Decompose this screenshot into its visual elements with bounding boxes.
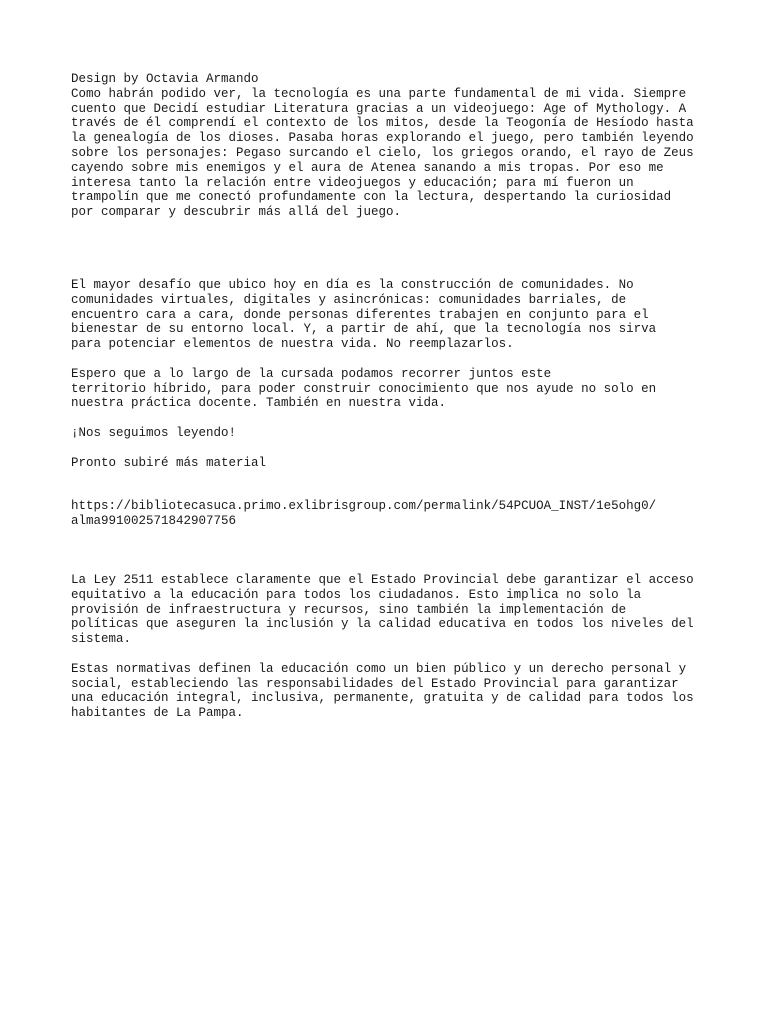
paragraph-line: Espero que a lo largo de la cursada podamos recorrer juntos este — [71, 366, 552, 381]
paragraph-communities — [71, 278, 711, 352]
paragraph-line: comunidades virtuales, digitales y asincrónicas: comunidades barriales, de — [71, 292, 627, 307]
paragraph-line: habitantes de La Pampa. — [71, 706, 244, 721]
paragraph-line: cuento que Decidí estudiar Literatura gracias a un videojuego: Age of Mythology. A — [71, 101, 687, 116]
paragraph-line: territorio híbrido, para poder construir conocimiento que nos ayude no solo en — [71, 381, 657, 396]
paragraph-line: una educación integral, inclusiva, permanente, gratuita y de calidad para todos los — [71, 691, 694, 706]
paragraph-norms — [71, 662, 711, 721]
paragraph-line: través de él comprendí el contexto de los mitos, desde la Teogonía de Hesíodo hasta — [71, 116, 694, 131]
paragraph-line: para potenciar elementos de nuestra vida. No reemplazarlos. — [71, 337, 514, 352]
paragraph-line: nuestra práctica docente. También en nuestra vida. — [71, 396, 447, 411]
paragraph-intro — [71, 87, 711, 220]
paragraph-line: sistema. — [71, 632, 132, 647]
paragraph-line: interesa tanto la relación entre videojuegos y educación; para mí fueron un — [71, 175, 634, 190]
paragraph-line: equitativo a la educación para todos los ciudadanos. Esto implica no solo la — [71, 587, 642, 602]
reference-link[interactable] — [71, 499, 711, 529]
paragraph-hope — [71, 367, 711, 411]
paragraph-line: social, estableciendo las responsabilidades del Estado Provincial para garantizar — [71, 676, 679, 691]
paragraph-line: por comparar y descubrir más allá del juego. — [71, 205, 402, 220]
paragraph-line: bienestar de su entorno local. Y, a partir de ahí, que la tecnología nos sirva — [71, 322, 657, 337]
paragraph-line: sobre los personajes: Pegaso surcando el cielo, los griegos orando, el rayo de Zeus — [71, 145, 694, 160]
paragraph-line: Estas normativas definen la educación como un bien público y un derecho personal y — [71, 661, 687, 676]
paragraph-line: El mayor desafío que ubico hoy en día es la construcción de comunidades. No — [71, 277, 634, 292]
paragraph-law — [71, 573, 711, 647]
paragraph-line: encuentro cara a cara, donde personas diferentes trabajen en conjunto para el — [71, 307, 649, 322]
paragraph-line: La Ley 2511 establece claramente que el Estado Provincial debe garantizar el acceso — [71, 572, 694, 587]
paragraph-line: la genealogía de los dioses. Pasaba horas explorando el juego, pero también leyendo — [71, 131, 694, 146]
paragraph-line: cayendo sobre mis enemigos y el aura de Atenea sanando a mis tropas. Por eso me — [71, 160, 664, 175]
link-line[interactable]: https://bibliotecasuca.primo.exlibrisgroup.com/permalink/54PCUOA_INST/1e5ohg0/ — [71, 499, 657, 514]
note-text: Pronto subiré más material — [71, 455, 267, 470]
paragraph-line: trampolín que me conectó profundamente con la lectura, despertando la curiosidad — [71, 190, 672, 205]
document-body — [71, 72, 711, 721]
paragraph-line: provisión de infraestructura y recursos, sino también la implementación de — [71, 602, 627, 617]
link-line[interactable]: alma991002571842907756 — [71, 514, 237, 529]
byline: Design by Octavia Armando — [71, 72, 259, 86]
paragraph-line: Como habrán podido ver, la tecnología es una parte fundamental de mi vida. Siempre — [71, 86, 687, 101]
paragraph-line: políticas que aseguren la inclusión y la calidad educativa en todos los niveles del — [71, 617, 694, 632]
closing-text: ¡Nos seguimos leyendo! — [71, 425, 237, 440]
